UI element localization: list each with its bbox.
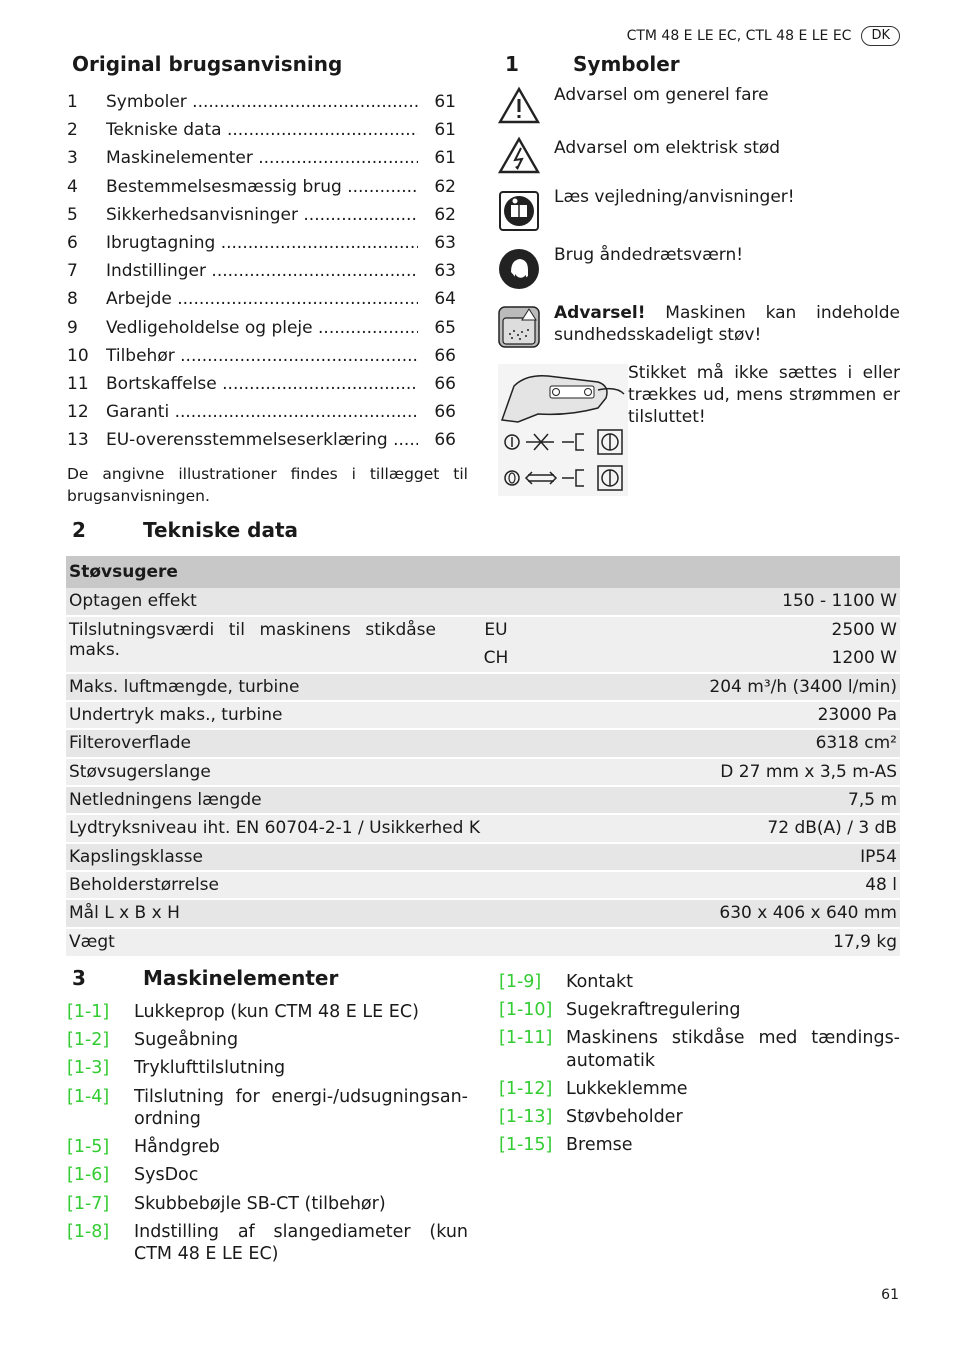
part-item [499, 1106, 900, 1129]
spec-value: 150 - 1100 W [526, 588, 900, 616]
part-item [67, 1001, 468, 1024]
toc-entry-number: 10 [67, 345, 89, 366]
plug-warning-text: Stikket må ikke sættes i eller trækkes ud, mens strømmen er tilsluttet! [628, 363, 900, 427]
part-reference: [1-9] [499, 972, 542, 992]
part-reference: [1-8] [67, 1221, 110, 1242]
symbol-text: Advarsel om elektrisk stød [554, 138, 781, 158]
symbols-section [498, 52, 900, 500]
toc-entry-label: Tilbehør ..... [106, 342, 418, 370]
spec-value: 7,5 m [526, 786, 900, 814]
language-badge: DK [861, 26, 900, 46]
read-manual-icon [498, 190, 540, 236]
toc-entry-number: 11 [67, 374, 89, 395]
part-description: Bremse [566, 1135, 633, 1156]
toc-entry-label: Ibrugtagning ..... [106, 229, 418, 257]
part-item [499, 999, 900, 1022]
part-description: Tryklufttilslutning [134, 1058, 286, 1079]
toc-entry-label: Bortskaffelse ..... [106, 370, 418, 398]
toc-entry-number: 4 [67, 176, 78, 197]
part-item [499, 1027, 900, 1072]
toc-entry-number: 8 [67, 289, 78, 310]
toc-entry-number: 7 [67, 261, 78, 282]
table-row [66, 701, 900, 729]
dust-warning-text: Advarsel! Maskinen kan indeholde sundhedsskadeligt støv! [554, 303, 900, 345]
parts-list-right [499, 971, 900, 1163]
toc-entry-page: 61 [434, 92, 456, 112]
part-item [499, 1078, 900, 1101]
toc-entry-number: 13 [67, 430, 89, 451]
part-item [67, 1164, 468, 1187]
part-description: Kontakt [566, 972, 633, 992]
spec-value: 6318 cm² [526, 729, 900, 757]
tech-data-heading: 2 Tekniske data [72, 518, 299, 542]
spec-variant: EU [466, 616, 526, 644]
toc-entry-page: 61 [434, 120, 456, 141]
spec-label: Kapslingsklasse [66, 843, 526, 871]
toc-entry[interactable] [67, 314, 468, 342]
part-reference: [1-12] [499, 1079, 553, 1100]
part-description: Lukkeprop (kun CTM 48 E LE EC) [134, 1002, 419, 1022]
spec-label: Maks. luftmængde, turbine [66, 673, 526, 701]
toc-entry-page: 61 [434, 148, 456, 169]
part-reference: [1-7] [67, 1193, 110, 1214]
toc-entry-number: 9 [67, 317, 78, 338]
toc-entry-label: Garanti ..... [106, 398, 418, 426]
spec-label: Optagen effekt [66, 588, 526, 616]
toc-entry[interactable] [67, 201, 468, 229]
plug-warning-icon [498, 364, 628, 500]
toc-entry[interactable] [67, 88, 468, 116]
machine-elements-heading: 3 Maskinelementer [72, 966, 339, 990]
part-description: Sugekraftregulering [566, 1000, 741, 1021]
part-item [67, 1221, 468, 1266]
toc-entry-label: Symboler ..... [106, 88, 418, 116]
symbols-heading: 1 Symboler [505, 52, 680, 76]
part-description: SysDoc [134, 1165, 199, 1186]
spec-label: Undertryk maks., turbine [66, 701, 526, 729]
toc-entry-number: 12 [67, 402, 89, 423]
table-row [66, 588, 900, 616]
spec-label: Vægt [66, 928, 526, 956]
table-row [66, 758, 900, 786]
respirator-icon [498, 248, 540, 294]
toc-list [67, 88, 468, 455]
toc-entry-page: 63 [434, 261, 456, 282]
parts-list-left [67, 1001, 468, 1272]
part-item [499, 1134, 900, 1157]
table-header: Støvsugere [66, 556, 900, 588]
electric-shock-icon [498, 136, 540, 178]
spec-value: 48 l [526, 871, 900, 899]
spec-label: Mål L x B x H [66, 899, 526, 927]
toc-entry-number: 6 [67, 233, 78, 254]
part-item [67, 1193, 468, 1216]
toc-entry-page: 63 [434, 233, 456, 254]
spec-value: 23000 Pa [526, 701, 900, 729]
toc-entry[interactable] [67, 116, 468, 144]
part-description: Tilslutning for energi-/udsugningsan-ordning [134, 1086, 468, 1130]
part-reference: [1-13] [499, 1107, 553, 1128]
part-reference: [1-4] [67, 1086, 110, 1107]
spec-value: 1200 W [526, 645, 900, 673]
toc-entry-page: 66 [434, 402, 456, 423]
toc-entry-label: Vedligeholdelse og pleje ..... [106, 314, 418, 342]
spec-value: 17,9 kg [526, 928, 900, 956]
spec-variant: CH [466, 645, 526, 673]
toc-entry-label: Indstillinger ..... [106, 257, 418, 285]
dust-hazard-icon [498, 306, 540, 352]
illustration-note: De angivne illustrationer findes i tillægget til brugsanvisningen. [67, 464, 468, 505]
part-description: Støvbeholder [566, 1107, 683, 1128]
table-row [66, 814, 900, 842]
symbol-text: Læs vejledning/anvisninger! [554, 187, 795, 207]
spec-value: 630 x 406 x 640 mm [526, 899, 900, 927]
toc-entry-label: Arbejde ..... [106, 285, 418, 313]
toc-entry-number: 3 [67, 148, 78, 169]
table-row [66, 729, 900, 757]
toc-entry-page: 66 [434, 430, 456, 451]
spec-value: 2500 W [526, 616, 900, 644]
toc-entry[interactable] [67, 229, 468, 257]
toc-entry-page: 66 [434, 345, 456, 366]
toc-entry[interactable] [67, 285, 468, 313]
toc-section [67, 52, 468, 507]
part-description: Skubbebøjle SB-CT (tilbehør) [134, 1193, 386, 1214]
symbol-general-danger [498, 86, 900, 128]
toc-entry-page: 65 [434, 317, 456, 338]
toc-entry-label: Sikkerhedsanvisninger ..... [106, 201, 418, 229]
warning-triangle-icon [498, 86, 540, 128]
spec-value: IP54 [526, 843, 900, 871]
spec-label: Lydtryksniveau iht. EN 60704-2-1 / Usikkerhed K [66, 814, 526, 842]
part-reference: [1-5] [67, 1137, 110, 1158]
toc-entry-number: 2 [67, 120, 78, 141]
part-item [67, 1057, 468, 1080]
table-row [66, 871, 900, 899]
symbol-plug-warning [498, 364, 900, 500]
toc-entry-page: 62 [434, 176, 456, 197]
tech-data-table [66, 556, 900, 956]
toc-entry-label: EU-overensstemmelseserklæring ..... [106, 426, 418, 454]
toc-entry[interactable] [67, 426, 468, 454]
spec-label: Beholderstørrelse [66, 871, 526, 899]
part-reference: [1-3] [67, 1058, 110, 1079]
spec-value: D 27 mm x 3,5 m-AS [526, 758, 900, 786]
part-description: Håndgreb [134, 1137, 220, 1158]
table-row [66, 673, 900, 701]
page-header [627, 26, 900, 46]
toc-entry-number: 5 [67, 204, 78, 225]
part-description: Sugeåbning [134, 1030, 239, 1051]
table-row [66, 786, 900, 814]
toc-entry-number: 1 [67, 92, 78, 112]
toc-entry-page: 64 [434, 289, 456, 310]
toc-title: Original brugsanvisning [72, 52, 343, 76]
spec-value: 204 m³/h (3400 l/min) [526, 673, 900, 701]
table-row [66, 899, 900, 927]
symbol-text: Brug åndedrætsværn! [554, 245, 744, 265]
page-number: 61 [881, 1287, 899, 1303]
spec-label: Filteroverflade [66, 729, 526, 757]
part-item [67, 1136, 468, 1159]
toc-entry-label: Maskinelementer ..... [106, 144, 418, 172]
part-reference: [1-2] [67, 1030, 110, 1051]
spec-label: Netledningens længde [66, 786, 526, 814]
symbol-read-manual [498, 187, 900, 236]
toc-entry[interactable] [67, 398, 468, 426]
toc-entry[interactable] [67, 370, 468, 398]
table-row [66, 928, 900, 956]
symbol-electric-shock [498, 136, 900, 178]
spec-label: Tilslutningsværdi til maskinens stikdåse maks. [66, 616, 466, 673]
part-reference: [1-6] [67, 1165, 110, 1186]
toc-entry[interactable] [67, 173, 468, 201]
symbol-dust-warning [498, 303, 900, 352]
part-reference: [1-10] [499, 1000, 553, 1021]
table-row [66, 616, 900, 644]
header-models: CTM 48 E LE EC, CTL 48 E LE EC [626, 28, 852, 44]
part-reference: [1-15] [499, 1135, 553, 1156]
toc-entry[interactable] [67, 342, 468, 370]
spec-value: 72 dB(A) / 3 dB [526, 814, 900, 842]
part-reference: [1-11] [499, 1028, 553, 1049]
symbol-respirator [498, 245, 900, 294]
toc-entry[interactable] [67, 257, 468, 285]
toc-entry-page: 62 [434, 204, 456, 225]
part-item [67, 1086, 468, 1131]
spec-label: Støvsugerslange [66, 758, 526, 786]
part-reference: [1-1] [67, 1002, 110, 1022]
part-description: Indstilling af slangediameter (kun CTM 48 E LE EC) [134, 1221, 468, 1265]
toc-entry[interactable] [67, 144, 468, 172]
part-item [499, 971, 900, 994]
toc-entry-label: Bestemmelsesmæssig brug ..... [106, 173, 418, 201]
toc-entry-label: Tekniske data ..... [106, 116, 418, 144]
table-row [66, 843, 900, 871]
part-description: Maskinens stikdåse med tændings-automatik [566, 1028, 900, 1071]
symbol-text: Advarsel om generel fare [554, 85, 769, 105]
part-item [67, 1029, 468, 1052]
part-description: Lukkeklemme [566, 1079, 688, 1100]
toc-entry-page: 66 [434, 374, 456, 395]
